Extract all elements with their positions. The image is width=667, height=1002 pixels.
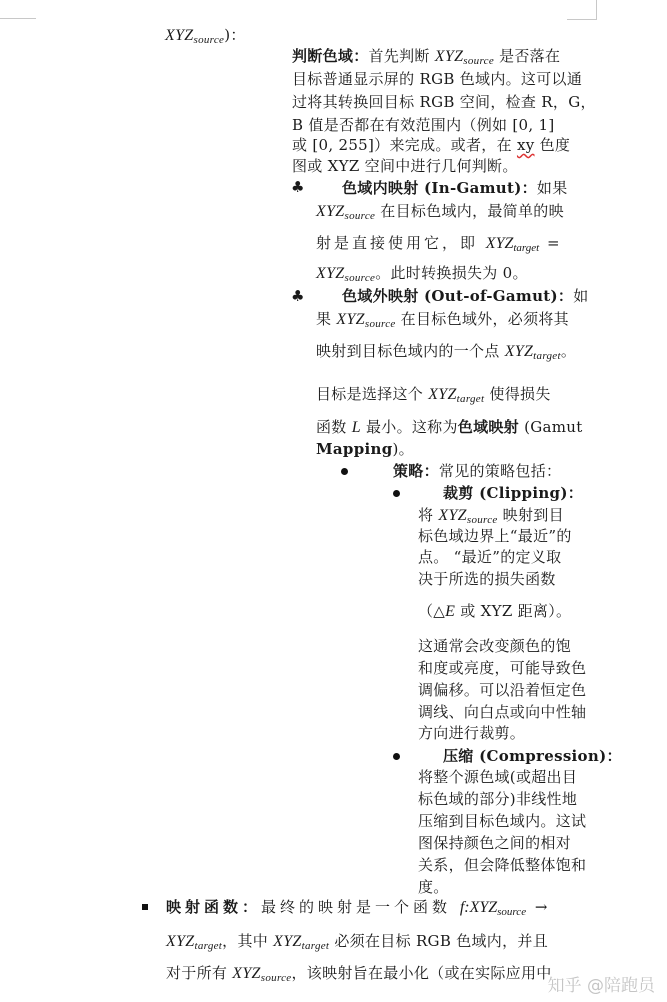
math-expr <box>460 899 526 916</box>
bold-term: 判断色域： <box>292 47 369 65</box>
text: 目标是选择这个 <box>316 385 424 403</box>
text: 映射到目标色域内的一个点 <box>316 342 500 360</box>
in-gamut-line-2 <box>316 200 564 227</box>
out-gamut-line-4 <box>316 383 551 410</box>
math-expr <box>232 965 291 982</box>
math-sub: source <box>364 318 396 330</box>
math-var: XYZ <box>273 933 302 950</box>
text: 或 XYZ 距离）。 <box>460 602 572 620</box>
compression-line-7: 度。 <box>418 878 449 896</box>
math-expr <box>486 235 539 252</box>
math-expr <box>336 311 395 328</box>
math-sub: source <box>260 972 292 984</box>
bold-term: 压缩 (Compression)： <box>443 747 622 765</box>
text: 最小。这称为 <box>365 418 458 436</box>
math-var: XYZ <box>504 343 534 360</box>
math-var: XYZ <box>336 311 365 328</box>
clipping-line-1 <box>443 482 583 504</box>
math-var: f:XYZ <box>459 899 498 916</box>
math-sub: target <box>456 393 485 405</box>
gamut-check-line-5 <box>292 134 570 156</box>
page-corner-mark-right <box>596 0 597 20</box>
clipping-line-4: 点。 “最近”的定义取 <box>418 548 562 566</box>
clipping-line-5: 决于所选的损失函数 <box>418 570 556 588</box>
clipping-line-3: 标色域边界上“最近”的 <box>418 527 572 545</box>
math-var: XYZ <box>316 203 345 220</box>
text: (Gamut <box>524 418 583 436</box>
top-fragment <box>165 24 246 51</box>
math-expr <box>316 265 375 282</box>
math-var: L <box>351 419 361 436</box>
text: → <box>534 898 548 916</box>
out-gamut-line-5 <box>316 416 583 439</box>
text: 映射到目 <box>502 506 564 524</box>
mapping-fn-line-1 <box>166 896 547 923</box>
text: 如果 <box>536 179 568 197</box>
page-corner-mark-right-h <box>567 19 597 20</box>
underlined-term: xy <box>516 136 535 154</box>
math-var: XYZ <box>232 965 261 982</box>
math-var: E <box>445 603 456 620</box>
math-var: XYZ <box>485 235 514 252</box>
math-var: XYZ <box>434 48 464 65</box>
watermark: 知乎 @陪跑员 <box>547 976 655 996</box>
text: 色度 <box>539 136 571 154</box>
math-expr <box>316 203 375 220</box>
text: 首先判断 <box>368 47 430 65</box>
bold-term: 色域内映射 (In-Gamut)： <box>342 179 537 197</box>
in-gamut-line-1 <box>342 177 568 199</box>
math-var: XYZ <box>438 507 467 524</box>
math-var: XYZ <box>165 27 194 44</box>
gamut-check-line-3: 过将其转换回目标 RGB 空间，检查 R，G， <box>292 93 596 111</box>
text: 果 <box>316 310 332 328</box>
text: 最终的映射是一个函数 <box>261 898 452 916</box>
gamut-check-line-2: 目标普通显示屏的 RGB 色域内。这可以通 <box>292 70 583 88</box>
clipping-line-6 <box>418 600 571 623</box>
text: ，该映射旨在最小化（或在实际应用中 <box>291 964 552 982</box>
text: 必须在目标 RGB 色域内，并且 <box>334 932 549 950</box>
text: 将 <box>418 506 434 524</box>
math-var: XYZ <box>428 386 457 403</box>
text: ，其中 <box>222 932 269 950</box>
clipping-line-7: 这通常会改变颜色的饱 <box>418 637 572 655</box>
mapping-fn-line-2 <box>166 930 548 957</box>
math-expr <box>505 343 561 360</box>
dot-bullet-icon <box>393 753 400 760</box>
page-corner-mark-left <box>0 0 36 19</box>
strategy-line <box>393 460 561 482</box>
math-sub: source <box>466 514 498 526</box>
bold-term: 裁剪 (Clipping)： <box>443 484 584 502</box>
math-expr <box>438 507 497 524</box>
in-gamut-line-3 <box>316 232 563 259</box>
math-var: XYZ <box>166 933 195 950</box>
text: 。 <box>560 342 577 360</box>
text: )： <box>224 26 246 44</box>
text: 或 [0, 255]）来完成。或者，在 <box>292 136 512 154</box>
out-gamut-line-2 <box>316 308 569 335</box>
math-sub: source <box>497 906 527 918</box>
club-bullet-icon: ♣ <box>291 287 305 305</box>
math-sub: target <box>301 940 330 952</box>
gamut-check-line-6: 图或 XYZ 空间中进行几何判断。 <box>292 157 518 175</box>
math-sub: source <box>344 272 376 284</box>
out-gamut-line-3 <box>316 340 576 367</box>
text: 函数 <box>316 418 347 436</box>
text: 在目标色域外，必须将其 <box>400 310 569 328</box>
mapping-fn-line-3 <box>166 962 552 989</box>
clipping-line-9: 调偏移。可以沿着恒定色 <box>418 681 587 699</box>
bold-term: Mapping <box>316 440 393 458</box>
math-var: XYZ <box>316 265 345 282</box>
out-gamut-line-6 <box>316 438 414 460</box>
math-expr <box>428 386 484 403</box>
text: 。此时转换损失为 0。 <box>375 264 528 282</box>
bold-term: 映射函数： <box>166 898 262 916</box>
bold-term: 色域外映射 (Out-of-Gamut)： <box>342 287 574 305</box>
compression-line-1 <box>443 745 622 767</box>
text: 常见的策略包括： <box>438 462 562 480</box>
text: 是否落在 <box>499 47 561 65</box>
math-expr <box>273 933 329 950</box>
math-sub: target <box>533 350 561 362</box>
clipping-line-11: 方向进行裁剪。 <box>418 724 526 742</box>
compression-line-5: 图保持颜色之间的相对 <box>418 834 572 852</box>
text: )。 <box>392 440 414 458</box>
math-sub: source <box>463 55 494 67</box>
clipping-line-10: 调线、向白点或向中性轴 <box>418 703 587 721</box>
compression-line-6: 关系，但会降低整体饱和 <box>418 856 587 874</box>
bold-term: 策略： <box>393 462 439 480</box>
math-expr <box>435 48 494 65</box>
bold-term: 色域映射 <box>457 418 519 436</box>
text: （△ <box>418 602 446 620</box>
text: 射是直接使用它，即 <box>316 234 479 252</box>
dot-bullet-icon <box>393 490 400 497</box>
math-sub: target <box>194 940 223 952</box>
math-sub: target <box>513 242 540 254</box>
text: = <box>547 234 563 252</box>
text: 如 <box>573 287 589 305</box>
compression-line-3: 标色域的部分)非线性地 <box>418 790 578 808</box>
text: 使得损失 <box>489 385 551 403</box>
math-sub: source <box>344 210 376 222</box>
gamut-check-line-4: B 值是否都在有效范围内（例如 [0, 1] <box>292 116 555 134</box>
text: 对于所有 <box>166 964 228 982</box>
text: 在目标色域内，最简单的映 <box>380 202 564 220</box>
math-sub: source <box>193 34 225 46</box>
out-gamut-line-1 <box>342 285 589 307</box>
clipping-line-8: 和度或亮度，可能导致色 <box>418 659 587 677</box>
dot-bullet-icon <box>341 468 348 475</box>
compression-line-4: 压缩到目标色域内。这试 <box>418 812 587 830</box>
club-bullet-icon: ♣ <box>291 178 305 196</box>
math-expr <box>166 933 222 950</box>
compression-line-2: 将整个源色域(或超出目 <box>418 768 578 786</box>
square-bullet-icon <box>142 904 148 910</box>
